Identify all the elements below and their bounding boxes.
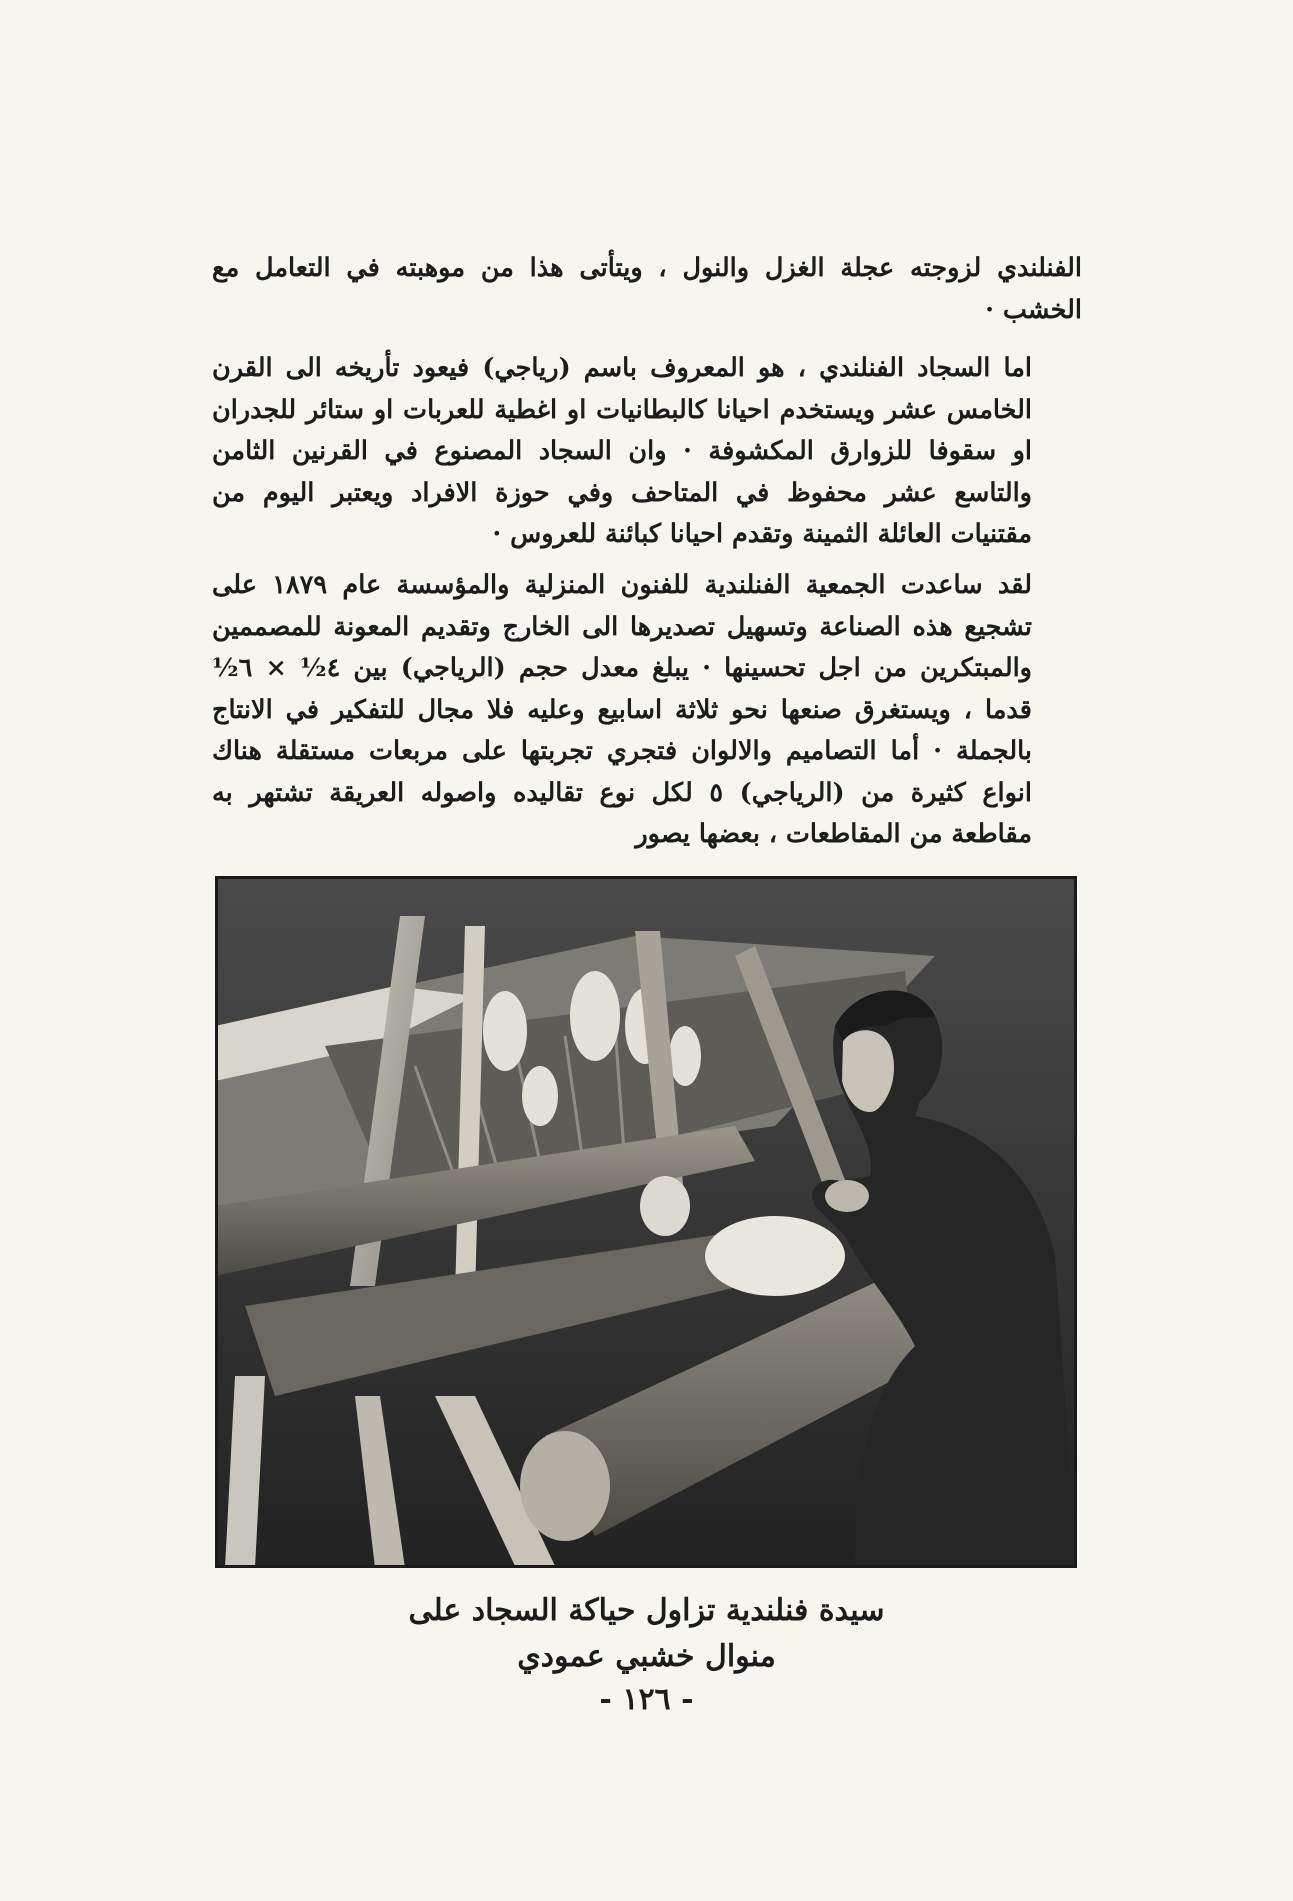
weaving-loom-photo <box>215 876 1077 1568</box>
loom-photo-illustration <box>215 876 1077 1568</box>
paragraph-3 <box>212 565 1082 856</box>
page-number: - ١٢٦ - <box>599 1682 694 1717</box>
photo-caption <box>300 1588 993 1680</box>
caption-line-1: سيدة فنلندية تزاول حياكة السجاد على <box>408 1593 885 1628</box>
paragraph-2 <box>212 348 1082 556</box>
paragraph-2-text: اما السجاد الفنلندي ، هو المعروف باسم (رياجي) فيعود تأريخه الى القرن الخامس عشر ويستخدم احيانا كالبطانيات او اغطية للعربات او ستائر للجدران او سقوفا للزوارق المكشوفة · وان السجاد المصنوع في القرنين الثامن والتاسع عشر محفوظ في المتاحف وفي حوزة الافراد ويعتبر اليوم من مقتنيات العائلة الثمينة وتقدم احيانا كبائنة للعروس · <box>212 353 1032 549</box>
paragraph-1 <box>212 248 1082 331</box>
paragraph-1-text: الفنلندي لزوجته عجلة الغزل والنول ، ويتأتى هذا من موهبته في التعامل مع الخشب · <box>212 253 1082 325</box>
caption-line-2: منوال خشبي عمودي <box>517 1639 776 1674</box>
paragraph-3-text: لقد ساعدت الجمعية الفنلندية للفنون المنزلية والمؤسسة عام ١٨٧٩ على تشجيع هذه الصناعة وتسهيل تصديرها الى الخارج وتقديم المعونة للمصممين والمبتكرين من اجل تحسينها · يبلغ معدل حجم (الرياجي) بين ٤½ × ٦½ قدما ، ويستغرق صنعها نحو ثلاثة اسابيع وعليه فلا مجال للتفكير في الانتاج بالجملة · أما التصاميم والالوان فتجري تجربتها على مربعات مستقلة هناك انواع كثيرة من (الرياجي) ٥ لكل نوع تقاليده واصوله العريقة تشتهر به مقاطعة من المقاطعات ، بعضها يصور <box>212 570 1032 849</box>
